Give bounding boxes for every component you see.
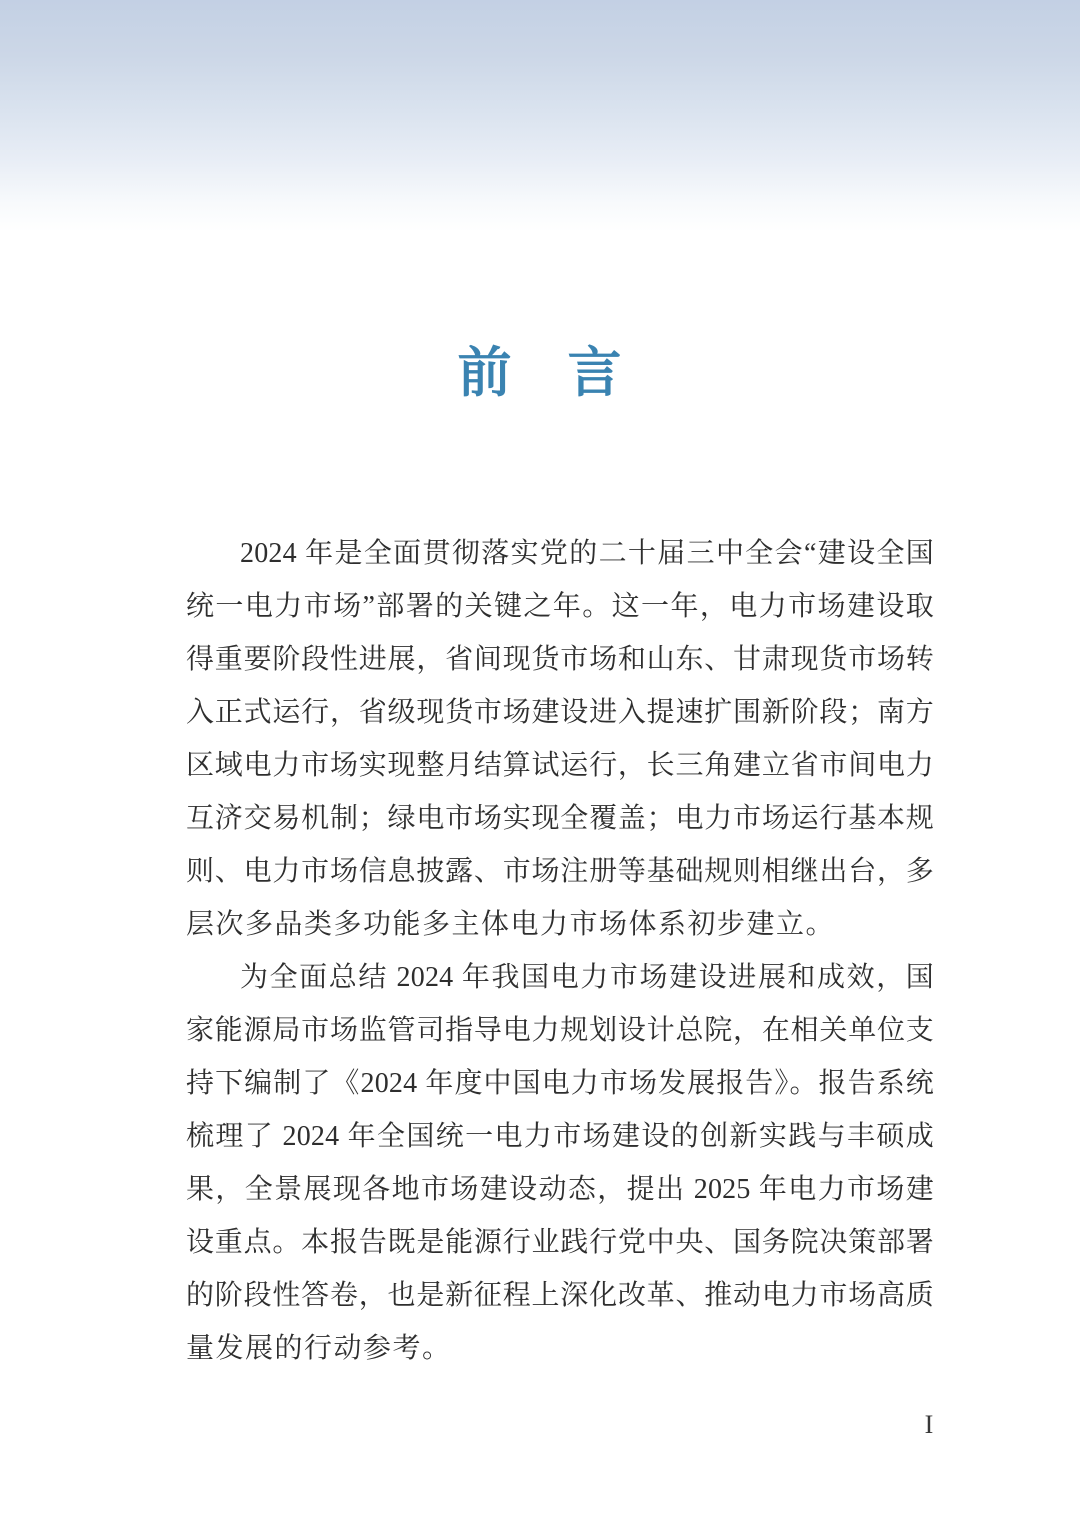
- preface-line: 持下编制了《2024 年度中国电力市场发展报告》。报告系统: [186, 1068, 934, 1099]
- preface-body: [186, 527, 934, 1375]
- preface-line: 层次多品类多功能多主体电力市场体系初步建立。: [186, 909, 836, 940]
- preface-line: 的阶段性答卷，也是新征程上深化改革、推动电力市场高质: [186, 1280, 934, 1311]
- preface-line: 区域电力市场实现整月结算试运行，长三角建立省市间电力: [186, 750, 934, 781]
- preface-line: 设重点。本报告既是能源行业践行党中央、国务院决策部署: [186, 1227, 934, 1258]
- preface-line: 梳理了 2024 年全国统一电力市场建设的创新实践与丰硕成: [186, 1121, 934, 1152]
- page-header-gradient: [0, 0, 1080, 232]
- preface-line: 果，全景展现各地市场建设动态，提出 2025 年电力市场建: [186, 1174, 934, 1205]
- page-number: I: [924, 1410, 934, 1439]
- preface-line: 家能源局市场监管司指导电力规划设计总院，在相关单位支: [186, 1015, 934, 1046]
- preface-line: 互济交易机制；绿电市场实现全覆盖；电力市场运行基本规: [186, 803, 934, 834]
- preface-line: 2024 年是全面贯彻落实党的二十届三中全会“建设全国: [240, 538, 934, 569]
- preface-line: 则、电力市场信息披露、市场注册等基础规则相继出台，多: [186, 856, 934, 887]
- preface-line: 统一电力市场”部署的关键之年。这一年，电力市场建设取: [186, 591, 934, 622]
- preface-line: 量发展的行动参考。: [186, 1333, 452, 1364]
- preface-line: 入正式运行，省级现货市场建设进入提速扩围新阶段；南方: [186, 697, 934, 728]
- preface-line: 得重要阶段性进展，省间现货市场和山东、甘肃现货市场转: [186, 644, 934, 675]
- preface-title: 前 言: [457, 343, 623, 403]
- preface-line: 为全面总结 2024 年我国电力市场建设进展和成效，国: [240, 962, 934, 993]
